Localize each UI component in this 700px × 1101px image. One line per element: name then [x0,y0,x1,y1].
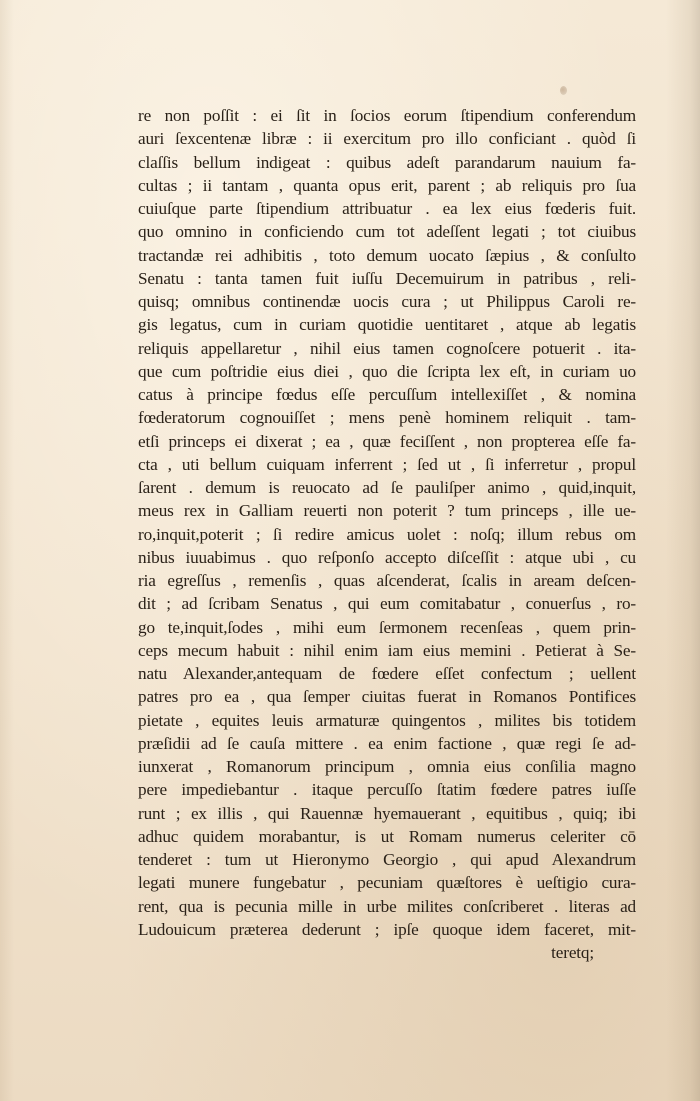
text-line: ceps mecum habuit : nihil enim iam eius memini . Petierat à Se- [138,640,636,660]
text-line: cultas ; ii tantam , quanta opus erit, parent ; ab reliquis pro ſua [138,175,636,195]
text-line: legati munere fungebatur , pecuniam quæſtores è ueſtigio cura- [138,873,636,893]
text-line: Ludouicum præterea dederunt ; ipſe quoque idem faceret, mit- [138,919,636,939]
text-line: ro,inquit,poterit ; ſi redire amicus uolet : noſq; illum rebus om [138,524,636,544]
text-line: natu Alexander,antequam de fœdere eſſet confectum ; uellent [138,664,636,683]
page-edge-shadow [0,0,14,1101]
text-line: reliquis appellaretur , nihil eius tamen cognoſcere potuerit . ita- [138,338,636,358]
text-line: tractandæ rei adhibitis , toto demum uocato ſæpius , & conſulto [138,245,636,265]
catchword: teretq; [551,943,594,962]
text-line: patres pro ea , qua ſemper ciuitas fuerat in Romanos Pontifices [138,687,636,707]
text-line: quisq; omnibus continendæ uocis cura ; ut Philippus Caroli re- [138,292,636,311]
text-line: re non poſſit : ei ſit in ſocios eorum ſtipendium conferendum [138,106,636,125]
text-line: nibus iuuabimus . quo reſponſo accepto diſceſſit : atque ubi , cu [138,547,636,567]
text-line: catus à principe fœdus eſſe percuſſum intellexiſſet , & nomina [138,385,636,404]
text-line: claſſis bellum indigeat : quibus adeſt parandarum nauium fa- [138,152,636,172]
text-line: cta , uti bellum cuiquam inferrent ; ſed ut , ſi inferretur , propul [138,454,636,474]
text-line: quo omnino in conficiendo cum tot adeſſent legati ; tot ciuibus [138,222,636,242]
body-text [138,104,636,964]
text-line: pietate , equites leuis armaturæ quingentos , milites bis totidem [138,710,636,730]
text-line: auri ſexcentenæ libræ : ii exercitum pro illo conficiant . quòd ſi [138,129,636,149]
text-line: que cum poſtridie eius diei , quo die ſcripta lex eſt, in curiam uo [138,361,636,381]
gutter-shadow [666,0,700,1101]
text-line: etſi princeps ei dixerat ; ea , quæ feciſſent , non propterea eſſe fa- [138,431,636,451]
ink-blot [560,86,567,95]
text-line: ſarent . demum is reuocato ad ſe pauliſper animo , quid,inquit, [138,478,636,497]
text-line: gis legatus, cum in curiam quotidie uentitaret , atque ab legatis [138,315,636,335]
text-line: runt ; ex illis , qui Rauennæ hyemauerant , equitibus , quiq; ibi [138,803,636,823]
text-line: meus rex in Galliam reuerti non poterit ? tum princeps , ille ue- [138,501,636,521]
text-line: dit ; ad ſcribam Senatus , qui eum comitabatur , conuerſus , ro- [138,594,636,614]
text-line: cuiuſque parte ſtipendium attribuatur . ea lex eius fœderis fuit. [138,199,636,218]
text-line: Senatu : tanta tamen fuit iuſſu Decemuirum in patribus , reli- [138,268,636,288]
text-line: go te,inquit,ſodes , mihi eum ſermonem recenſeas , quem prin- [138,617,636,637]
text-line: tenderet : tum ut Hieronymo Georgio , qui apud Alexandrum [138,850,636,869]
text-line: fœderatorum cognouiſſet ; mens penè hominem reliquit . tam- [138,408,636,428]
text-line: pere impediebantur . itaque percuſſo ſtatim fœdere patres iuſſe [138,780,636,800]
text-line: ria egreſſus , remenſis , quas aſcenderat, ſcalis in aream deſcen- [138,571,636,590]
text-line: rent, qua is pecunia mille in urbe milites conſcriberet . literas ad [138,896,636,916]
text-line: præſidii ad ſe cauſa mittere . ea enim factione , quæ regi ſe ad- [138,733,636,753]
text-line: iunxerat , Romanorum principum , omnia eius conſilia magno [138,757,636,776]
text-line: adhuc quidem morabantur, is ut Romam numerus celeriter cō [138,826,636,846]
